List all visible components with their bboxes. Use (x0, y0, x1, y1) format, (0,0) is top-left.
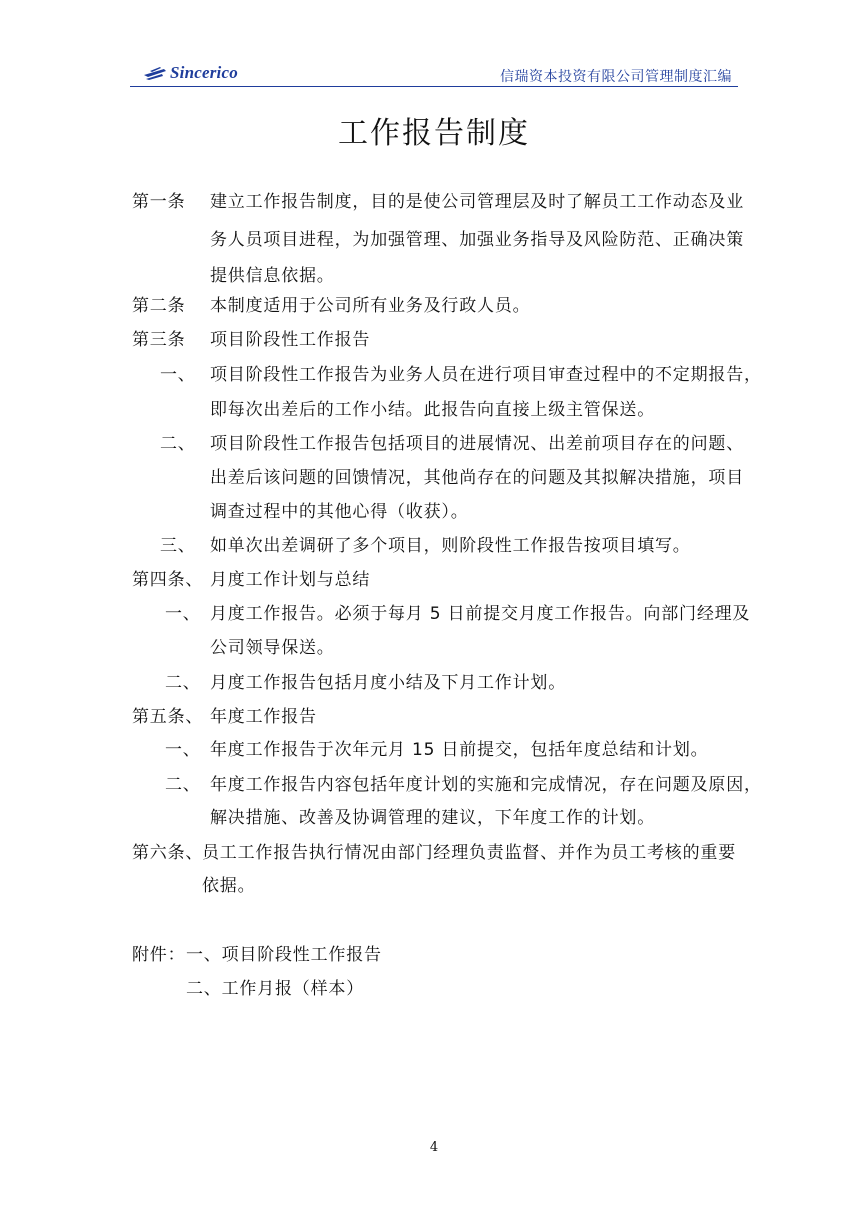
clause-line: 出差后该问题的回馈情况，其他尚存在的问题及其拟解决措施，项目 (210, 468, 744, 488)
article-line: 本制度适用于公司所有业务及行政人员。 (210, 296, 531, 316)
clause-line: 解决措施、改善及协调管理的建议，下年度工作的计划。 (210, 808, 655, 828)
article-label: 第二条 (132, 296, 186, 316)
article-line: 月度工作计划与总结 (210, 570, 371, 590)
header-rule (130, 86, 738, 87)
clause-line: 调查过程中的其他心得（收获）。 (210, 502, 469, 522)
document-title: 工作报告制度 (338, 116, 530, 151)
header-title: 信瑞资本投资有限公司管理制度汇编 (500, 69, 732, 85)
article-line: 项目阶段性工作报告 (210, 330, 371, 350)
article-label: 第六条、 (132, 843, 204, 863)
attachment-item: 二、工作月报（样本） (186, 979, 364, 999)
clause-line: 项目阶段性工作报告为业务人员在进行项目审查过程中的不定期报告， (210, 365, 762, 385)
clause-line: 年度工作报告内容包括年度计划的实施和完成情况，存在问题及原因， (210, 775, 762, 795)
clause-line: 即每次出差后的工作小结。此报告向直接上级主管保送。 (210, 400, 655, 420)
article-line: 建立工作报告制度，目的是使公司管理层及时了解员工工作动态及业 (210, 192, 744, 212)
attachments-label: 附件： (132, 945, 186, 965)
clause-label: 二、 (160, 434, 196, 454)
clause-label: 二、 (165, 775, 201, 795)
article-label: 第五条、 (132, 707, 204, 727)
page-number: 4 (429, 1140, 439, 1155)
clause-line: 月度工作报告包括月度小结及下月工作计划。 (210, 673, 566, 693)
clause-label: 一、 (160, 365, 196, 385)
clause-line: 年度工作报告于次年元月 15 日前提交，包括年度总结和计划。 (210, 740, 709, 760)
article-label: 第一条 (132, 192, 186, 212)
clause-label: 二、 (165, 673, 201, 693)
clause-line: 如单次出差调研了多个项目，则阶段性工作报告按项目填写。 (210, 536, 691, 556)
company-logo (142, 62, 238, 84)
article-label: 第四条、 (132, 570, 204, 590)
clause-label: 三、 (160, 536, 196, 556)
clause-label: 一、 (165, 604, 201, 624)
logo-icon (142, 65, 168, 81)
clause-line: 公司领导保送。 (210, 638, 335, 658)
clause-label: 一、 (165, 740, 201, 760)
article-label: 第三条 (132, 330, 186, 350)
article-line: 年度工作报告 (210, 707, 317, 727)
article-line: 提供信息依据。 (210, 266, 335, 286)
page-header (130, 60, 738, 86)
article-line: 务人员项目进程，为加强管理、加强业务指导及风险防范、正确决策 (210, 230, 744, 250)
clause-line: 项目阶段性工作报告包括项目的进展情况、出差前项目存在的问题、 (210, 434, 744, 454)
article-line: 员工工作报告执行情况由部门经理负责监督、并作为员工考核的重要 (202, 843, 736, 863)
clause-line: 月度工作报告。必须于每月 5 日前提交月度工作报告。向部门经理及 (210, 604, 751, 624)
logo-text: Sincerico (170, 63, 238, 82)
attachment-item: 一、项目阶段性工作报告 (186, 945, 382, 965)
article-line: 依据。 (202, 876, 256, 896)
